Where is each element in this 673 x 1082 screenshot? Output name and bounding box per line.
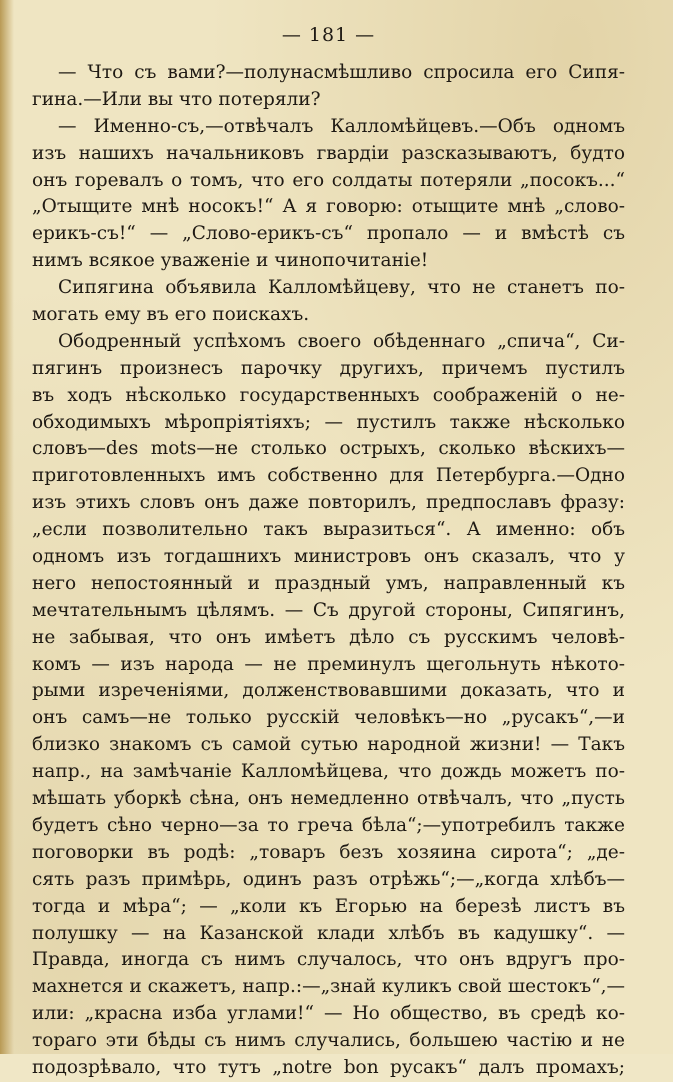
- text-line: тораго эти бѣды съ нимъ случались, большею частію и не: [32, 1030, 625, 1052]
- text-line: рыми изреченіями, долженствовавшими доказать, что и: [32, 680, 625, 702]
- text-line: одномъ изъ тогдашнихъ министровъ онъ сказалъ, что у: [32, 546, 625, 568]
- text-line: подозрѣвало, что тутъ „notre bon русакъ“ далъ промахъ;: [32, 1056, 625, 1078]
- text-line: будетъ сѣно черно—за то греча бѣла“;—употребилъ также: [32, 814, 625, 836]
- text-line: комъ — изъ народа — не преминулъ щегольнуть нѣкото-: [32, 653, 625, 675]
- text-line: могать ему въ его поискахъ.: [32, 304, 310, 326]
- text-line: полушку — на Казанской клади хлѣбъ въ кадушку“. —: [32, 922, 625, 944]
- text-line: Правда, иногда съ нимъ случалось, что онъ вдругъ про-: [32, 949, 625, 971]
- text-line: онъ самъ—не только русскій человѣкъ—но „русакъ“,—и: [32, 707, 625, 729]
- text-line: ерикъ-съ!“ — „Слово-ерикъ-съ“ пропало — и вмѣстѣ съ: [32, 223, 625, 245]
- text-line: въ ходъ нѣсколько государственныхъ соображеній о не-: [32, 384, 625, 406]
- text-line: словъ—des mots—не столько острыхъ, сколько вѣскихъ—: [32, 438, 625, 460]
- text-line: не забывая, что онъ имѣетъ дѣло съ русскимъ человѣ-: [32, 626, 625, 648]
- text-line: или: „красна изба углами!“ — Но общество, въ средѣ ко-: [32, 1003, 625, 1025]
- text-line: мечтательнымъ цѣлямъ. — Съ другой стороны, Сипягинъ,: [32, 599, 625, 621]
- page-number: — 181 —: [281, 24, 376, 46]
- text-line: обходимыхъ мѣропріятіяхъ; — пустилъ также нѣсколько: [32, 411, 625, 433]
- text-line: онъ горевалъ о томъ, что его солдаты потеряли „посокъ...“: [32, 169, 625, 191]
- text-line: — Именно-съ,—отвѣчалъ Калломѣйцевъ.—Объ одномъ: [58, 115, 625, 137]
- page-spine-shadow: [0, 0, 14, 1054]
- text-line: него непостоянный и праздный умъ, направленный къ: [32, 572, 625, 594]
- text-line: — Что съ вами?—полунасмѣшливо спросила его Сипя-: [58, 62, 625, 83]
- text-line: мѣшать уборкѣ сѣна, онъ немедленно отвѣчалъ, что „пусть: [32, 788, 625, 810]
- body-text: [32, 60, 625, 1082]
- text-line: тогда и мѣра“; — „коли къ Егорью на березѣ листъ въ: [32, 895, 625, 917]
- text-line: изъ этихъ словъ онъ даже повторилъ, предпославъ фразу:: [32, 492, 625, 514]
- text-line: „Отыщите мнѣ носокъ!“ А я говорю: отыщите мнѣ „слово-: [32, 196, 625, 218]
- text-line: сять разъ примѣрь, одинъ разъ отрѣжь“;—„когда хлѣбъ—: [32, 868, 625, 890]
- text-line: Ободренный успѣхомъ своего обѣденнаго „спича“, Си-: [58, 330, 625, 352]
- text-line: приготовленныхъ имъ собственно для Петербурга.—Одно: [32, 465, 625, 487]
- text-line: „если позволительно такъ выразиться“. А именно: объ: [32, 519, 625, 541]
- text-line: пягинъ произнесъ парочку другихъ, причемъ пустилъ: [32, 357, 625, 379]
- text-line: нимъ всякое уваженіе и чинопочитаніе!: [32, 250, 429, 272]
- text-line: гина.—Или вы что потеряли?: [32, 88, 321, 110]
- text-line: напр., на замѣчаніе Калломѣйцева, что дождь можетъ по-: [32, 761, 625, 783]
- text-line: изъ нашихъ начальниковъ гвардіи разсказываютъ, будто: [32, 142, 625, 164]
- text-line: махнется и скажетъ, напр.:—„знай куликъ свой шестокъ“,—: [32, 976, 625, 998]
- text-line: Сипягина объявила Калломѣйцеву, что не станетъ по-: [58, 277, 625, 299]
- text-line: поговорки въ родѣ: „товаръ безъ хозяина сирота“; „де-: [32, 841, 625, 863]
- text-line: близко знакомъ съ самой сутью народной жизни! — Такъ: [32, 734, 625, 756]
